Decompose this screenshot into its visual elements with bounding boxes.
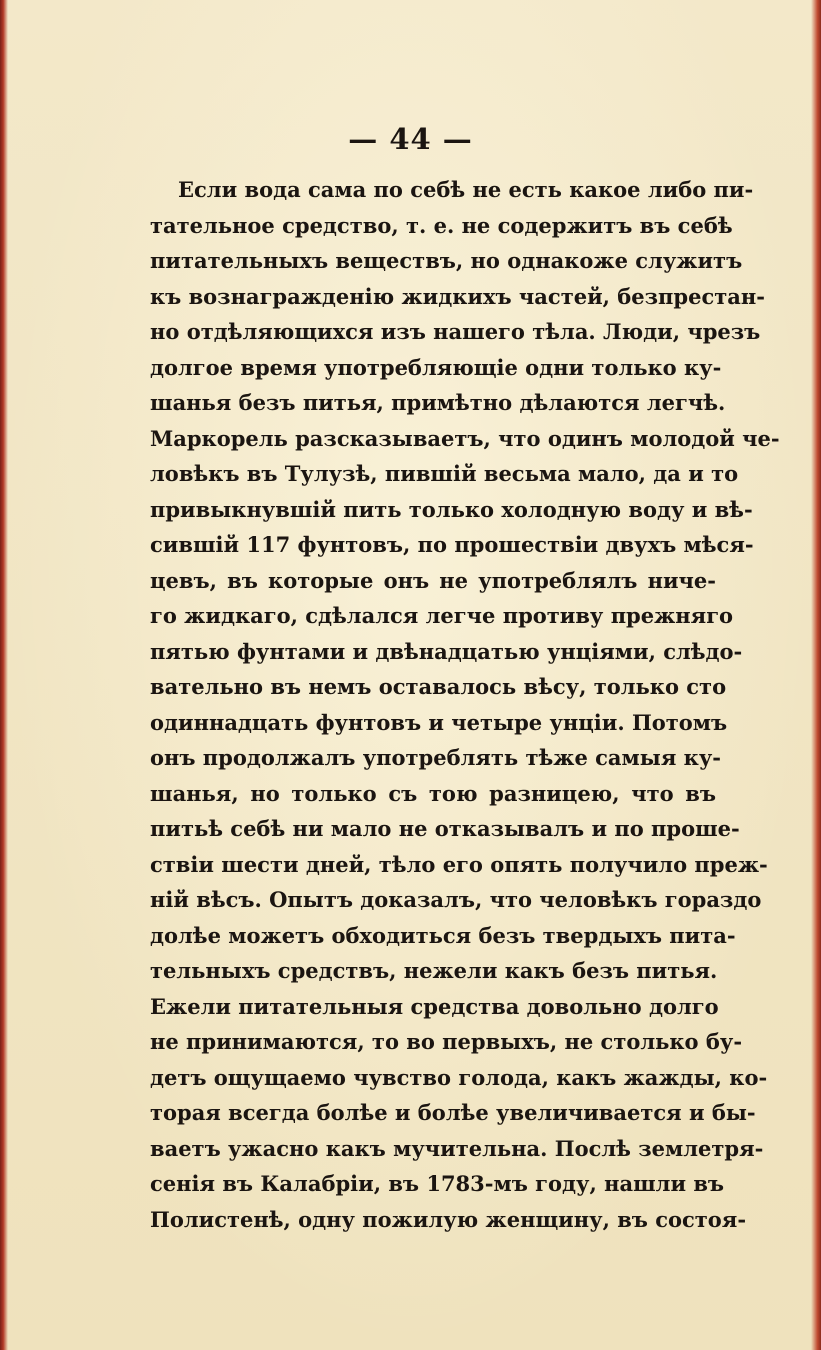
text-line: питьѣ себѣ ни мало не отказывалъ и по проше- (150, 816, 740, 841)
text-line: не принимаются, то во первыхъ, не столько бу- (150, 1029, 743, 1054)
text-line: вательно въ немъ оставалось вѣсу, только сто (150, 674, 727, 699)
text-line: ловѣкъ въ Тулузѣ, пившій весьма мало, да и то (150, 461, 739, 486)
text-line: тельныхъ средствъ, нежели какъ безъ питья. (150, 958, 718, 983)
text-line: торая всегда болѣе и болѣе увеличивается и бы- (150, 1100, 756, 1125)
text-line: пятью фунтами и двѣнадцатью унціями, слѣдо- (150, 638, 743, 664)
text-line: къ вознагражденію жидкихъ частей, безпрестан- (150, 283, 765, 309)
body-text (150, 172, 780, 1237)
text-line: Полистенѣ, одну пожилую женщину, въ состоя- (150, 1206, 747, 1232)
text-line: шанья, но только съ тою разницею, что въ (150, 780, 716, 806)
text-line: одиннадцать фунтовъ и четыре унціи. Потомъ (150, 709, 728, 735)
text-line: привыкнувшій пить только холодную воду и вѣ- (150, 496, 753, 522)
text-line: но отдѣляющихся изъ нашего тѣла. Люди, чрезъ (150, 319, 761, 344)
text-line: долгое время употребляющіе одни только ку- (150, 354, 722, 380)
text-line: ній вѣсъ. Опытъ доказалъ, что человѣкъ гораздо (150, 887, 762, 912)
text-line: долѣе можетъ обходиться безъ твердыхъ пита- (150, 922, 736, 948)
text-line: ваетъ ужасно какъ мучительна. Послѣ землетря- (150, 1135, 764, 1161)
text-line: сившій 117 фунтовъ, по прошествіи двухъ мѣся- (150, 532, 754, 557)
page-edge-right (811, 0, 821, 1350)
text-line: Маркорель разсказываетъ, что одинъ молодой че- (150, 425, 780, 451)
text-line: онъ продолжалъ употреблять тѣже самыя ку- (150, 745, 721, 770)
page-number: — 44 — (348, 122, 473, 156)
text-line: тательное средство, т. е. не содержитъ въ себѣ (150, 212, 733, 238)
text-line: го жидкаго, сдѣлался легче противу прежняго (150, 603, 734, 628)
page-edge-left (0, 0, 8, 1350)
text-line: Ежели питательныя средства довольно долго (150, 993, 719, 1019)
text-line: питательныхъ веществъ, но однакоже служитъ (150, 248, 743, 273)
text-line: ствіи шести дней, тѣло его опять получило преж- (150, 851, 768, 877)
text-line: шанья безъ питья, примѣтно дѣлаются легчѣ. (150, 390, 726, 415)
text-line: цевъ, въ которые онъ не употреблялъ ниче- (150, 567, 716, 593)
text-line: детъ ощущаемо чувство голода, какъ жажды, ко- (150, 1064, 768, 1090)
text-line: Если вода сама по себѣ не есть какое либо пи- (178, 177, 754, 202)
text-line: сенія въ Калабріи, въ 1783-мъ году, нашли въ (150, 1171, 725, 1196)
